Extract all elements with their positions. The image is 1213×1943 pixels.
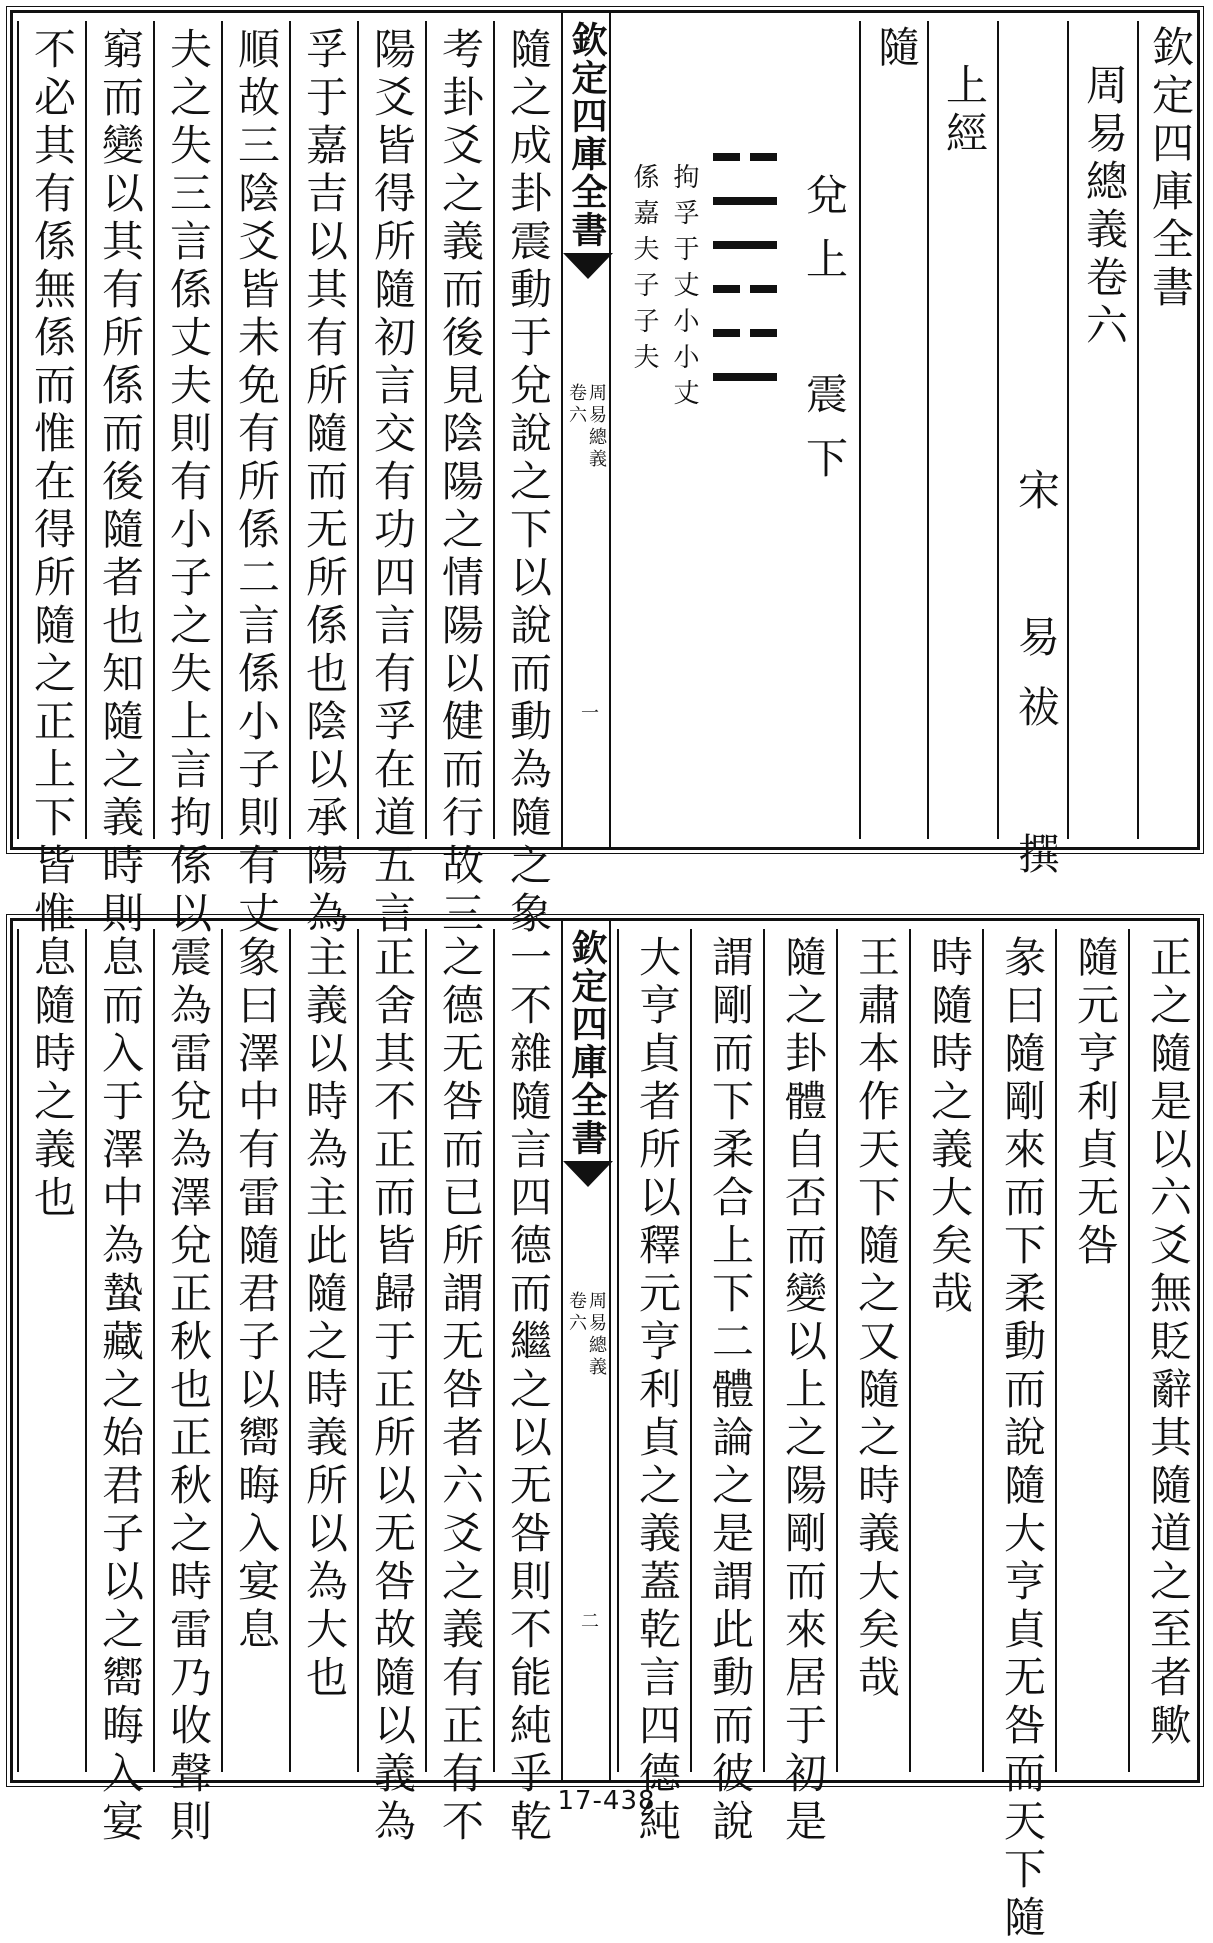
text-column: 息隨時之義也 <box>28 935 77 1223</box>
column-divider <box>493 929 495 1772</box>
column-divider <box>425 929 427 1772</box>
column-divider <box>153 929 155 1772</box>
page-header: 欽定四庫全書 <box>1146 25 1195 313</box>
text-column: 謂剛而下柔合上下二體論之是謂此動而彼說 <box>706 935 755 1847</box>
text-column: 隨元亨利貞无咎 <box>1071 935 1120 1271</box>
column-divider <box>493 21 495 839</box>
section-title: 上經 <box>940 63 989 159</box>
column-divider <box>836 929 838 1772</box>
column-divider <box>357 929 359 1772</box>
text-column: 順故三陰爻皆未免有所係二言係小子則有丈 <box>232 27 281 939</box>
text-column: 不必其有係無係而惟在得所隨之正上下皆惟 <box>28 27 77 939</box>
column-divider <box>85 929 87 1772</box>
text-column: 一不雜隨言四德而繼之以无咎則不能純乎乾 <box>504 935 553 1847</box>
column-divider <box>1137 21 1139 839</box>
trigram-label: 兌上 震下 <box>800 173 849 500</box>
page-upper <box>10 10 1200 939</box>
text-column: 大亨貞者所以釋元亨利貞之義蓋乾言四德純 <box>633 935 682 1847</box>
column-divider <box>690 929 692 1772</box>
column-divider <box>153 21 155 839</box>
fishtail-mark-icon <box>563 1161 613 1187</box>
center-subtitle: 周易總義 <box>586 1291 607 1379</box>
center-volume: 卷六 <box>566 383 587 427</box>
center-page-number: 二 <box>578 1611 599 1633</box>
text-column: 象曰澤中有雷隨君子以嚮晦入宴息 <box>232 935 281 1655</box>
column-divider <box>997 21 999 839</box>
page-footer-number: 17-438 <box>557 1786 656 1816</box>
column-divider <box>927 21 929 839</box>
text-column: 夫之失三言係丈夫則有小子之失上言拘係以 <box>164 27 213 939</box>
center-header: 欽定四庫全書 <box>566 929 608 1157</box>
text-column: 王肅本作天下隨之又隨之時義大矣哉 <box>852 935 901 1703</box>
text-column: 隨之卦體自否而變以上之陽剛而來居于初是 <box>779 935 828 1847</box>
hexagram-name: 隨 <box>872 25 921 73</box>
text-column: 正之隨是以六爻無貶辭其隨道之至者歟 <box>1144 935 1193 1751</box>
line-notes-b: 係嘉夫子子夫 <box>629 163 659 379</box>
column-divider <box>17 929 19 1772</box>
text-column: 震為雷兌為澤兌正秋也正秋之時雷乃收聲則 <box>164 935 213 1847</box>
center-page-number: 一 <box>578 703 599 725</box>
column-divider <box>85 21 87 839</box>
text-column: 孚于嘉吉以其有所隨而无所係也陰以承陽為 <box>300 27 349 939</box>
column-divider <box>909 929 911 1772</box>
text-column: 陽爻皆得所隨初言交有功四言有孚在道五言 <box>368 27 417 939</box>
text-column: 正舍其不正而皆歸于正所以无咎故隨以義為 <box>368 935 417 1847</box>
text-column: 隨之成卦震動于兌說之下以說而動為隨之象 <box>504 27 553 939</box>
column-divider <box>289 21 291 839</box>
column-divider <box>1128 929 1130 1772</box>
book-title: 周易總義卷六 <box>1080 63 1129 351</box>
column-divider <box>763 929 765 1772</box>
column-divider <box>289 929 291 1772</box>
column-divider <box>221 929 223 1772</box>
text-column: 時隨時之義大矣哉 <box>925 935 974 1319</box>
column-divider <box>17 21 19 839</box>
fishtail-mark-icon <box>563 253 613 279</box>
text-column: 彖曰隨剛來而下柔動而說隨大亨貞无咎而天下隨 <box>998 935 1047 1943</box>
center-subtitle: 周易總義 <box>586 383 607 471</box>
hexagram-figure-icon <box>713 153 777 417</box>
text-column: 主義以時為主此隨之時義所以為大也 <box>300 935 349 1703</box>
column-divider <box>1055 929 1057 1772</box>
author-line: 宋 易祓 撰 <box>1012 468 1061 902</box>
column-divider <box>1067 21 1069 839</box>
center-fold <box>561 921 611 1780</box>
text-column: 窮而變以其有所係而後隨者也知隨之義時則 <box>96 27 145 939</box>
column-divider <box>617 929 619 1772</box>
center-volume: 卷六 <box>566 1291 587 1335</box>
column-divider <box>221 21 223 839</box>
center-header: 欽定四庫全書 <box>566 21 608 249</box>
line-notes-a: 拘孚于丈小小丈 <box>669 163 699 415</box>
text-column: 之德无咎而已所謂无咎者六爻之義有正有不 <box>436 935 485 1847</box>
column-divider <box>357 21 359 839</box>
column-divider <box>425 21 427 839</box>
column-divider <box>859 21 861 839</box>
center-fold <box>561 13 611 847</box>
column-divider <box>982 929 984 1772</box>
text-column: 考卦爻之義而後見陰陽之情陽以健而行故三 <box>436 27 485 939</box>
text-column: 息而入于澤中為蟄藏之始君子以之嚮晦入宴 <box>96 935 145 1847</box>
